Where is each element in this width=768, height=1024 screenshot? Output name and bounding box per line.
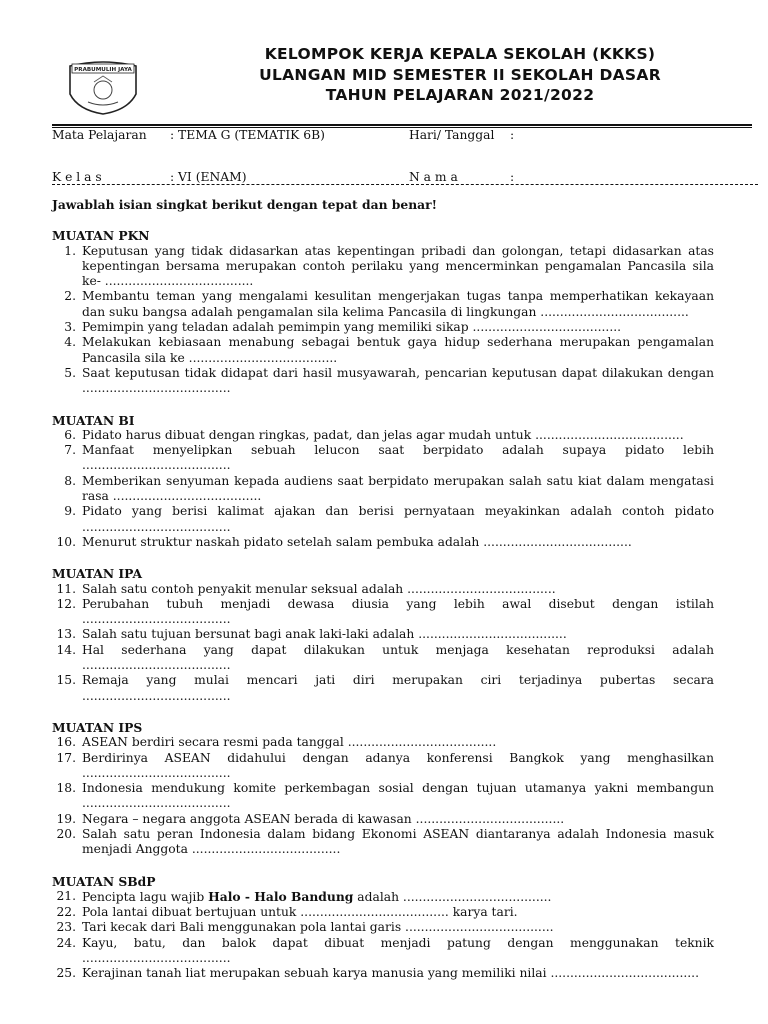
name-label: N a m a: [409, 170, 458, 184]
question-text: Memberikan senyuman kepada audiens saat berpidato merupakan salah satu kiat dalam mengatasi rasa ......................................: [82, 473, 714, 504]
question-number: 8.: [64, 473, 76, 488]
question-item: [52, 443, 714, 474]
school-emblem-logo: [66, 58, 140, 116]
question-number: 17.: [56, 750, 76, 765]
header-divider-thick: [52, 124, 752, 126]
question-number: 22.: [56, 905, 76, 920]
question-item: [52, 474, 714, 505]
question-text-pre: Pencipta lagu wajib: [82, 889, 209, 904]
question-item: [52, 966, 714, 981]
question-sections: [52, 228, 714, 981]
question-number: 13.: [56, 627, 76, 642]
question-text: Pola lantai dibuat bertujuan untuk ...................................... karya tari.: [82, 905, 518, 920]
question-text: Pidato yang berisi kalimat ajakan dan berisi pernyataan meyakinkan adalah contoh pidato ......................................: [82, 504, 714, 534]
subject-value: : TEMA G (TEMATIK 6B): [170, 128, 325, 142]
question-item: [52, 535, 714, 550]
question-text: Perubahan tubuh menjadi dewasa diusia yang lebih awal disebut dengan istilah ......................................: [82, 596, 714, 627]
question-text: Kerajinan tanah liat merupakan sebuah karya manusia yang memiliki nilai ......................................: [82, 966, 699, 981]
question-text: Menurut struktur naskah pidato setelah salam pembuka adalah ......................................: [82, 534, 632, 549]
question-text: Indonesia mendukung komite perkembagan sosial dengan tujuan utamanya yakni membangun ......................................: [82, 781, 714, 811]
dashed-separator: [52, 184, 758, 185]
question-text-bold: Halo - Halo Bandung: [208, 888, 354, 904]
header-divider-thin: [52, 127, 752, 128]
section-title: MUATAN PKN: [52, 228, 150, 244]
question-number: 14.: [56, 642, 76, 657]
svg-text:PRABUMULIH JAYA: PRABUMULIH JAYA: [74, 67, 132, 73]
question-item: [52, 504, 714, 535]
question-item: [52, 627, 714, 642]
question-list: [52, 735, 714, 857]
question-text: Melakukan kebiasaan menabung sebagai bentuk gaya hidup sederhana merupakan pengamalan Pancasila sila ke ......................................: [82, 335, 714, 365]
question-number: 15.: [56, 673, 76, 688]
header-line-3: TAHUN PELAJARAN 2021/2022: [325, 86, 595, 104]
question-item: [52, 428, 714, 443]
question-text-post: adalah ......................................: [353, 889, 552, 904]
section: [52, 413, 714, 551]
section: [52, 228, 714, 396]
question-item: [52, 289, 714, 320]
section-title: MUATAN SBdP: [52, 873, 156, 889]
class-value: : VI (ENAM): [170, 170, 247, 184]
exam-header: [160, 44, 760, 106]
question-item: [52, 582, 714, 597]
question-text: Membantu teman yang mengalami kesulitan mengerjakan tugas tanpa memperhatikan kekayaan dan suku bangsa adalah pengamalan sila kelima Pancasila di lingkungan ......................................: [82, 289, 714, 319]
question-text: Salah satu contoh penyakit menular seksual adalah ......................................: [82, 581, 556, 596]
section: [52, 566, 714, 704]
question-item: [52, 643, 714, 674]
question-item: [52, 335, 714, 366]
question-item: [52, 920, 714, 935]
question-text: Tari kecak dari Bali menggunakan pola lantai garis ......................................: [82, 920, 554, 935]
question-text: Pemimpin yang teladan adalah pemimpin yang memiliki sikap ......................................: [82, 320, 622, 335]
section-title: MUATAN IPA: [52, 566, 143, 582]
question-text: Salah satu tujuan bersunat bagi anak laki-laki adalah ......................................: [82, 627, 567, 642]
question-number: 5.: [64, 365, 76, 380]
exam-body: [52, 197, 714, 998]
question-item: [52, 751, 714, 782]
question-list: [52, 582, 714, 704]
question-number: 1.: [64, 243, 76, 258]
question-item: [52, 827, 714, 858]
question-item: [52, 889, 714, 905]
section-title: MUATAN BI: [52, 412, 135, 428]
header-line-1: KELOMPOK KERJA KEPALA SEKOLAH (KKKS): [264, 45, 656, 63]
question-item: [52, 812, 714, 827]
question-text: Manfaat menyelipkan sebuah lelucon saat berpidato adalah supaya pidato lebih ......................................: [82, 443, 714, 473]
question-text: Hal sederhana yang dapat dilakukan untuk menjaga kesehatan reproduksi adalah ......................................: [82, 642, 714, 673]
question-item: [52, 936, 714, 967]
question-text: Kayu, batu, dan balok dapat dibuat menjadi patung dengan menggunakan teknik ......................................: [82, 935, 714, 966]
question-text: Berdirinya ASEAN didahului dengan adanya konferensi Bangkok yang menghasilkan ......................................: [82, 750, 714, 780]
question-number: 16.: [56, 735, 76, 750]
question-text: Salah satu peran Indonesia dalam bidang Ekonomi ASEAN diantaranya adalah Indonesia masuk menjadi Anggota ......................................: [82, 826, 714, 857]
question-item: [52, 320, 714, 335]
question-text: Keputusan yang tidak didasarkan atas kepentingan pribadi dan golongan, tetapi didasarkan atas kepentingan bersama merupakan contoh perilaku yang mencerminkan pengamalan Pancasila sila ke- ......................................: [82, 243, 714, 289]
question-text: Pidato harus dibuat dengan ringkas, padat, dan jelas agar mudah untuk ......................................: [82, 427, 684, 442]
question-number: 18.: [56, 781, 76, 796]
question-number: 12.: [56, 596, 76, 611]
question-number: 3.: [64, 320, 76, 335]
subject-label: Mata Pelajaran: [52, 128, 147, 142]
instruction-text: Jawablah isian singkat berikut dengan tepat dan benar!: [52, 197, 438, 212]
question-number: 25.: [56, 966, 76, 981]
question-item: [52, 597, 714, 628]
header-line-2: ULANGAN MID SEMESTER II SEKOLAH DASAR: [259, 65, 661, 84]
question-number: 4.: [64, 335, 76, 350]
question-text: Negara – negara anggota ASEAN berada di kawasan ......................................: [82, 811, 565, 826]
question-text: Saat keputusan tidak didapat dari hasil musyawarah, pencarian keputusan dapat dilakukan dengan ......................................: [82, 365, 714, 396]
question-number: 20.: [56, 826, 76, 841]
question-item: [52, 366, 714, 397]
question-number: 19.: [56, 811, 76, 826]
question-text: ASEAN berdiri secara resmi pada tanggal ......................................: [82, 735, 497, 750]
question-list: [52, 889, 714, 982]
question-text: Remaja yang mulai mencari jati diri merupakan ciri terjadinya pubertas secara ......................................: [82, 673, 714, 703]
question-number: 9.: [64, 504, 76, 519]
question-number: 23.: [56, 920, 76, 935]
question-number: 21.: [56, 888, 76, 903]
question-item: [52, 244, 714, 290]
class-label: K e l a s: [52, 170, 102, 184]
question-number: 7.: [64, 443, 76, 458]
question-number: 6.: [64, 427, 76, 442]
name-value: :: [510, 170, 515, 184]
question-list: [52, 244, 714, 397]
day-date-label: Hari/ Tanggal: [409, 128, 495, 142]
section: [52, 874, 714, 982]
question-number: 2.: [64, 289, 76, 304]
question-item: [52, 735, 714, 750]
question-item: [52, 905, 714, 920]
question-item: [52, 673, 714, 704]
question-number: 11.: [56, 581, 76, 596]
question-number: 24.: [56, 935, 76, 950]
section-title: MUATAN IPS: [52, 719, 143, 735]
question-list: [52, 428, 714, 550]
section: [52, 720, 714, 858]
question-item: [52, 781, 714, 812]
question-number: 10.: [56, 534, 76, 549]
day-date-value: :: [510, 128, 515, 142]
